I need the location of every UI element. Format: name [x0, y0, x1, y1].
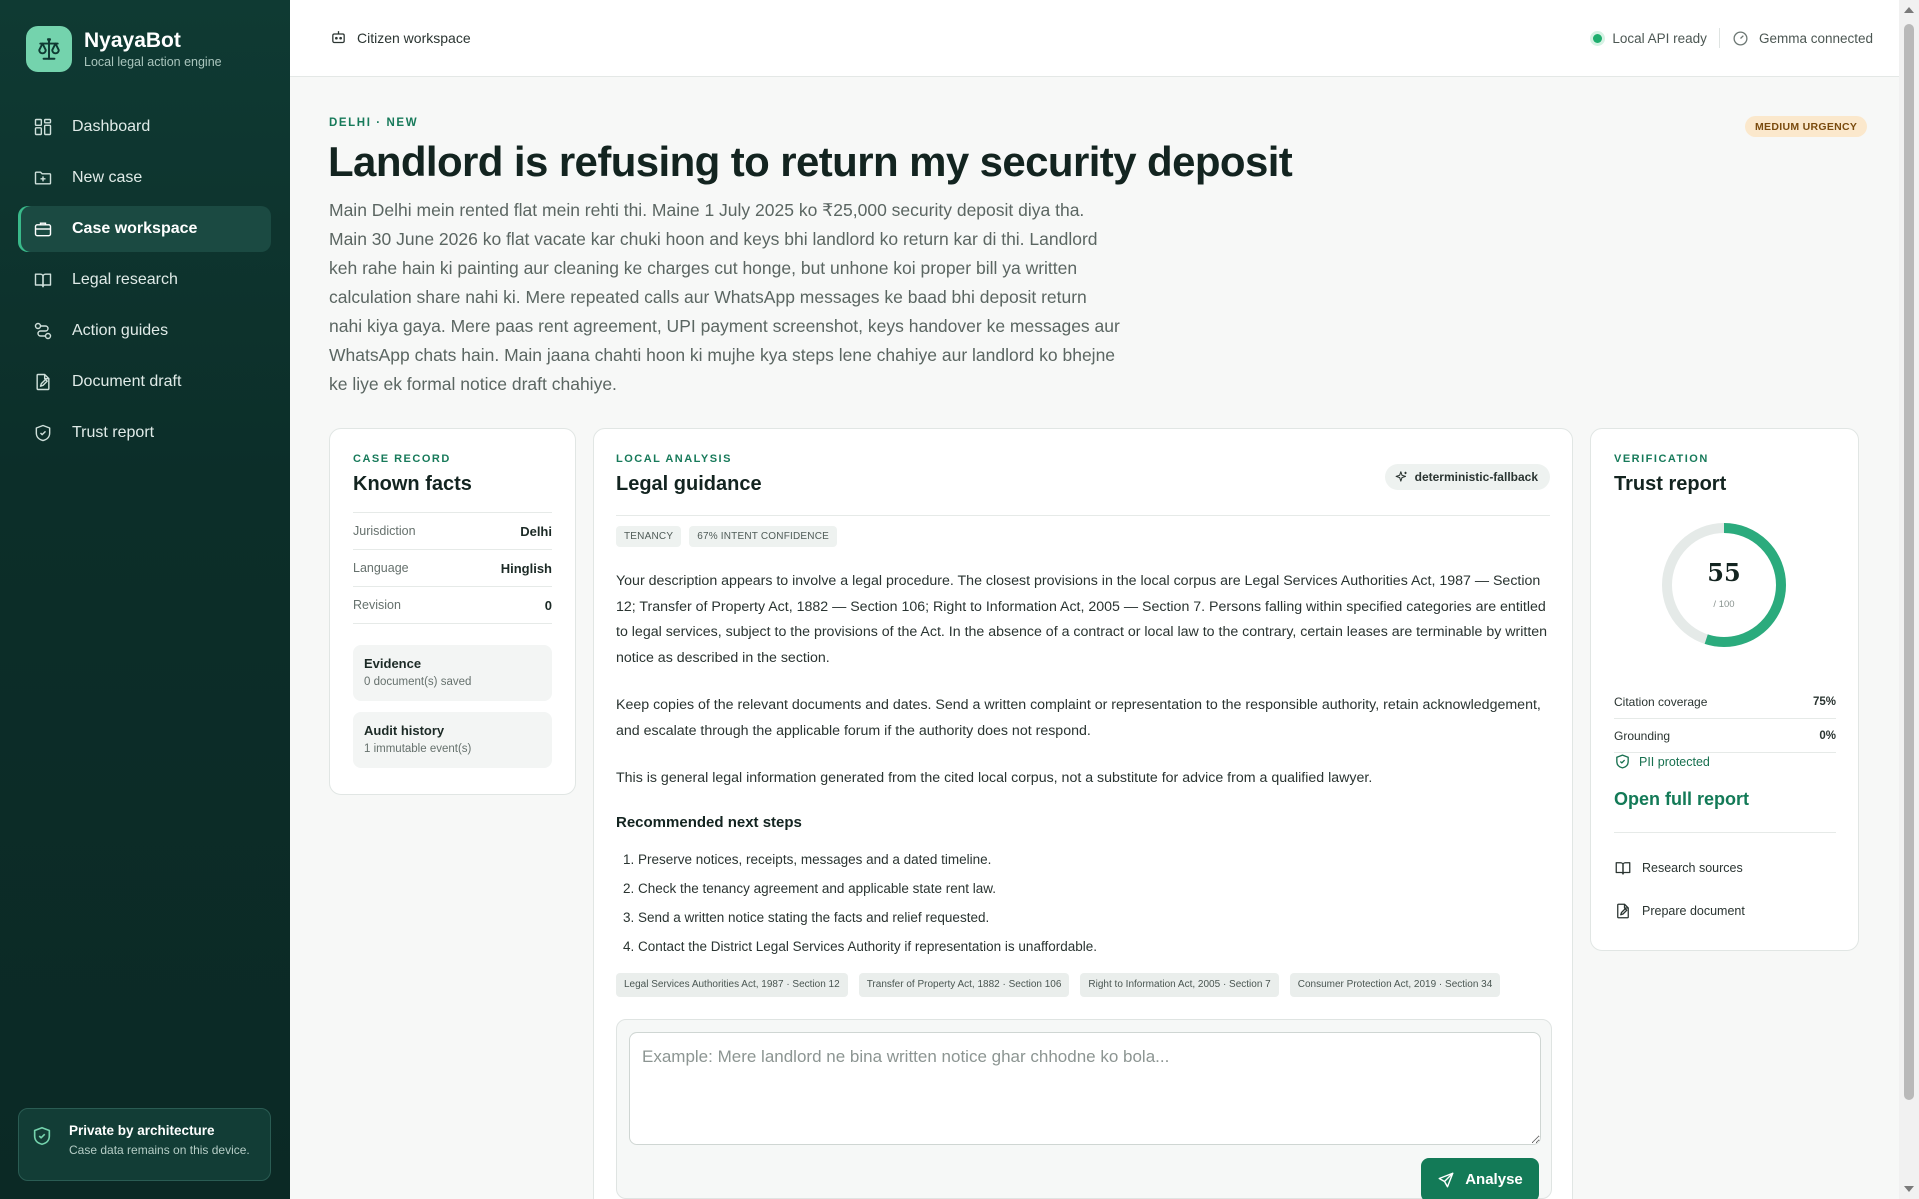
metric-label: Citation coverage [1614, 694, 1708, 709]
citation-chips [616, 973, 1550, 997]
card-eyebrow: CASE RECORD [353, 453, 451, 465]
scroll-down-icon[interactable] [1904, 1186, 1914, 1192]
citation-chip[interactable]: Right to Information Act, 2005 · Section 7 [1080, 973, 1278, 997]
metric-label: Grounding [1614, 728, 1671, 743]
route-icon [32, 320, 54, 342]
bot-icon [330, 29, 347, 46]
fact-value: Delhi [520, 523, 552, 539]
confidence-tag: 67% INTENT CONFIDENCE [689, 526, 837, 547]
trust-score-gauge [1659, 520, 1789, 650]
sidebar-item-case-workspace[interactable] [18, 206, 271, 252]
metric-row-citation-coverage [1614, 685, 1836, 719]
fact-row-revision [353, 587, 552, 624]
engine-badge [1385, 464, 1550, 490]
fact-label: Revision [353, 598, 401, 612]
workspace-name: Citizen workspace [357, 29, 471, 46]
next-steps-list [616, 845, 1550, 961]
list-item: 4. Contact the District Legal Services Authority if representation is unaffordable. [638, 932, 1550, 961]
fact-value: 0 [544, 597, 552, 613]
metric-value: 75% [1812, 695, 1836, 708]
audit-history-box[interactable] [353, 712, 552, 768]
sidebar-item-action-guides[interactable] [18, 308, 271, 354]
gauge-icon [1732, 30, 1749, 47]
category-tag: TENANCY [616, 526, 681, 547]
guidance-paragraph: Keep copies of the relevant documents and dates. Send a written complaint or representation to the responsible authority, retain acknowledgement, and escalate through the applicable forum if the authority does not respond. [616, 697, 1541, 739]
known-facts-card [329, 428, 576, 795]
disclaimer-paragraph: This is general legal information generated from the cited local corpus, not a substitute for advice from a qualified lawyer. [616, 770, 1373, 786]
sidebar-item-dashboard[interactable] [18, 104, 271, 150]
research-sources-link[interactable] [1614, 859, 1743, 877]
engine-name: deterministic-fallback [1414, 470, 1538, 484]
sparkle-icon [1395, 470, 1409, 484]
shield-check-icon [1614, 753, 1631, 770]
top-bar [290, 0, 1899, 77]
briefcase-icon [32, 218, 54, 240]
case-description: Main Delhi mein rented flat mein rehti thi. Maine 1 July 2025 ko ₹25,000 security deposit diya tha. Main 30 June 2026 ko flat vacate kar chuki hoon and keys bhi landlord ko return kar di thi. Landlord keh rahe hain ki painting aur cleaning ke charges cut honge, but unhone koi proper bill ya written calculation share nahi ki. Mere repeated calls aur WhatsApp messages ke baad bhi deposit return nahi kiya gaya. Mere paas rent agreement, UPI payment screenshot, keys handover ke messages aur WhatsApp chats hain. Main jaana chahti hoon ki mujhe kya steps lene chahiye aur landlord ko bhejne ke liye ek formal notice draft chahiye. [329, 200, 1120, 394]
audit-count: 1 immutable event(s) [364, 743, 472, 755]
sidebar-item-label: Trust report [72, 424, 155, 441]
facts-list [353, 512, 552, 624]
privacy-subtitle: Case data remains on this device. [69, 1143, 250, 1157]
link-label: Research sources [1642, 861, 1743, 875]
urgency-badge: MEDIUM URGENCY [1745, 116, 1867, 137]
case-eyebrow: DELHI · NEW [329, 117, 419, 129]
card-eyebrow: LOCAL ANALYSIS [616, 453, 732, 465]
scroll-up-icon[interactable] [1904, 7, 1914, 13]
legal-guidance-card [593, 428, 1573, 1199]
book-icon [32, 269, 54, 291]
dashboard-icon [32, 116, 54, 138]
case-query-input[interactable] [629, 1032, 1541, 1145]
list-item: 3. Send a written notice stating the facts and relief requested. [638, 903, 1550, 932]
query-composer [616, 1019, 1552, 1199]
analyse-button[interactable] [1421, 1158, 1539, 1199]
card-eyebrow: VERIFICATION [1614, 453, 1709, 465]
edit-document-icon [1614, 902, 1632, 920]
prepare-document-link[interactable] [1614, 902, 1745, 920]
privacy-title: Private by architecture [69, 1123, 215, 1138]
api-status: Local API ready [1612, 30, 1707, 46]
fact-value: Hinglish [500, 560, 552, 576]
edit-document-icon [32, 371, 54, 393]
citation-chip[interactable]: Legal Services Authorities Act, 1987 · Section 12 [616, 973, 848, 997]
citation-chip[interactable]: Transfer of Property Act, 1882 · Section 106 [859, 973, 1070, 997]
open-full-report-link[interactable]: Open full report [1614, 789, 1749, 809]
status-dot-icon [1593, 34, 1602, 43]
evidence-count: 0 document(s) saved [364, 676, 472, 688]
sidebar-item-label: Dashboard [72, 118, 151, 135]
audit-title: Audit history [364, 723, 445, 738]
pii-label: PII protected [1639, 754, 1710, 769]
sidebar-item-legal-research[interactable] [18, 257, 271, 303]
citation-chip[interactable]: Consumer Protection Act, 2019 · Section 34 [1290, 973, 1501, 997]
shield-check-icon [31, 1125, 55, 1152]
next-steps-heading: Recommended next steps [616, 813, 802, 831]
model-status: Gemma connected [1758, 30, 1873, 46]
book-icon [1614, 859, 1632, 877]
divider [1614, 832, 1836, 833]
pii-status [1614, 753, 1710, 770]
fact-label: Language [353, 561, 409, 575]
evidence-box[interactable] [353, 645, 552, 701]
trust-score-max: / 100 [1713, 599, 1735, 610]
scales-icon [26, 26, 72, 72]
card-title: Legal guidance [616, 473, 762, 495]
brand-tagline: Local legal action engine [84, 55, 222, 69]
scrollbar-thumb[interactable] [1904, 24, 1914, 1100]
send-icon [1437, 1171, 1455, 1189]
metric-row-grounding [1614, 719, 1836, 753]
sidebar-item-new-case[interactable] [18, 155, 271, 201]
card-title: Known facts [353, 473, 472, 495]
fact-row-jurisdiction [353, 513, 552, 550]
shield-check-icon [32, 422, 54, 444]
sidebar-item-trust-report[interactable] [18, 410, 271, 456]
intent-tags [616, 515, 1550, 547]
folder-plus-icon [32, 167, 54, 189]
sidebar-item-label: Case workspace [72, 220, 198, 237]
list-item: 2. Check the tenancy agreement and applicable state rent law. [638, 874, 1550, 903]
list-item: 1. Preserve notices, receipts, messages and a dated timeline. [638, 845, 1550, 874]
sidebar-item-label: Document draft [72, 373, 182, 390]
sidebar-item-label: Legal research [72, 271, 178, 288]
guidance-paragraph: Your description appears to involve a legal procedure. The closest provisions in the local corpus are Legal Services Authorities Act, 1987 — Section 12; Transfer of Property Act, 1882 — Section 106; Right to Information Act, 2005 — Section 7. Persons falling within specified categories are entitled to legal services, subject to the provisions of the Act. In the absence of a contract or local law to the contrary, certain leases are terminable by written notice as described in the section. [616, 573, 1548, 666]
sidebar-item-label: Action guides [72, 322, 169, 339]
divider [1719, 28, 1720, 48]
page-title: Landlord is refusing to return my security deposit [328, 138, 1293, 185]
analyse-label: Analyse [1465, 1171, 1523, 1188]
evidence-title: Evidence [364, 656, 422, 671]
fact-label: Jurisdiction [353, 524, 416, 538]
trust-report-card [1590, 428, 1859, 951]
sidebar-item-label: New case [72, 169, 143, 186]
card-title: Trust report [1614, 473, 1727, 495]
fact-row-language [353, 550, 552, 587]
metric-value: 0% [1819, 729, 1836, 742]
sidebar-item-document-draft[interactable] [18, 359, 271, 405]
sidebar-nav [18, 104, 271, 461]
page-scrollbar[interactable] [1899, 0, 1919, 1199]
connection-status [1593, 28, 1873, 48]
brand[interactable] [26, 26, 222, 72]
workspace-label [330, 29, 471, 46]
privacy-notice [18, 1108, 271, 1181]
link-label: Prepare document [1642, 904, 1745, 918]
trust-score: 55 [1707, 558, 1741, 587]
brand-name: NyayaBot [84, 29, 181, 52]
sidebar [0, 0, 290, 1199]
